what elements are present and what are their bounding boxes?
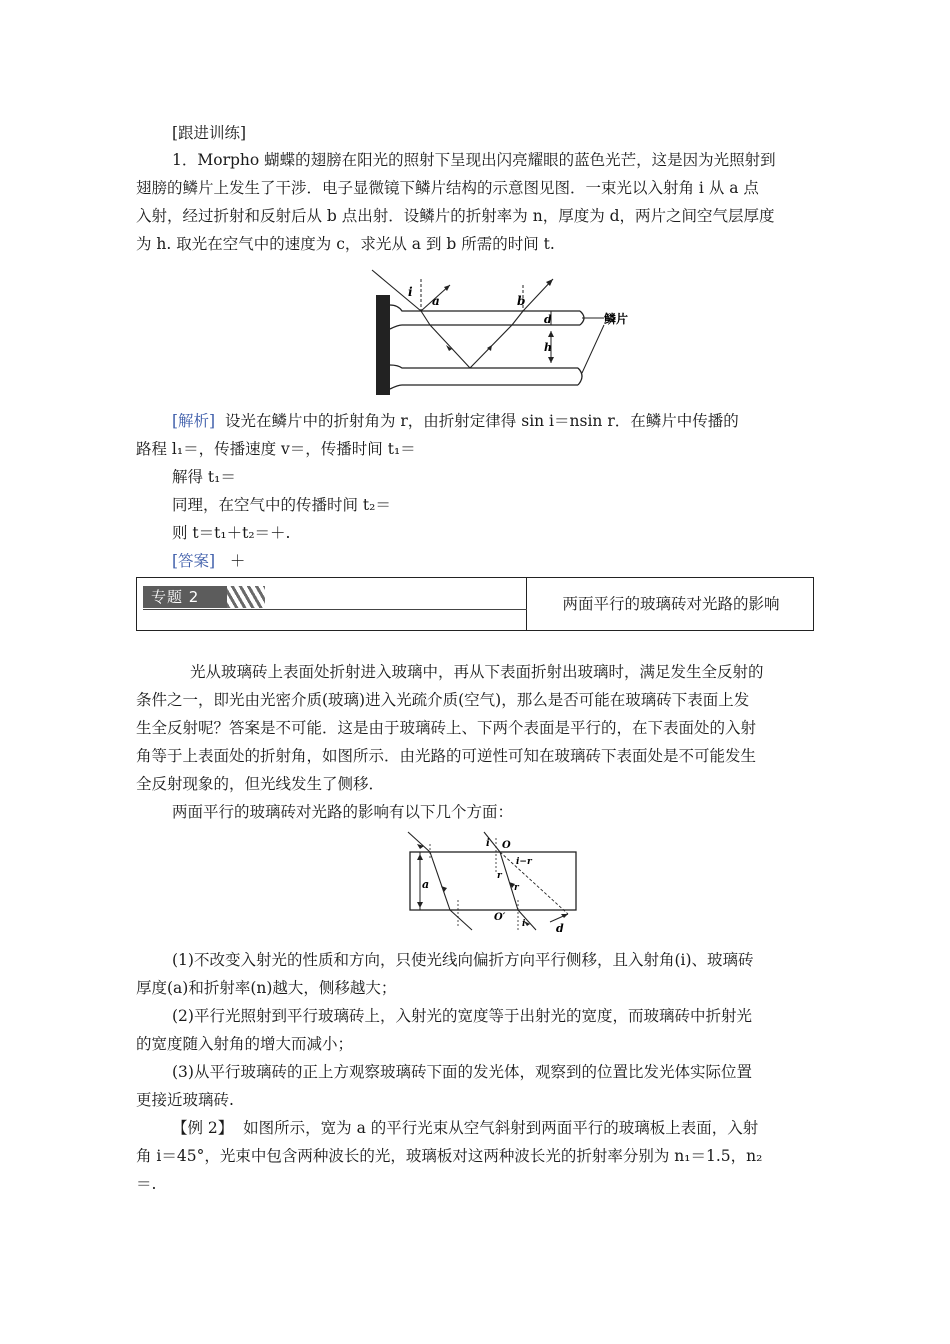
label-scale: 鳞片	[604, 312, 629, 326]
fig2-label-i-bottom: i	[522, 919, 526, 929]
analysis-line1	[172, 411, 739, 431]
glass-slab-diagram	[400, 828, 585, 940]
point2-line2: 的宽度随入射角的增大而减小；	[136, 1035, 354, 1053]
label-i: i	[408, 285, 413, 299]
fig2-label-r2: r	[514, 883, 519, 893]
answer-value: ＋	[229, 552, 246, 570]
lower-scale-top	[390, 365, 578, 368]
point1-line1: (1)不改变入射光的性质和方向，只使光线向偏折方向平行侧移，且入射角(i)、玻璃砖	[172, 951, 754, 969]
arrow-a-bottom	[417, 902, 423, 908]
fig2-label-d: d	[556, 922, 564, 935]
problem1-line3: 入射，经过折射和反射后从 b 点出射．设鳞片的折射率为 n，厚度为 d，两片之间空气层厚度	[136, 207, 775, 225]
arrow-h-top	[548, 331, 554, 337]
body-p2: 两面平行的玻璃砖对光路的影响有以下几个方面：	[172, 803, 514, 821]
point3-line1: (3)从平行玻璃砖的正上方观察玻璃砖下面的发光体，观察到的位置比发光体实际位置	[172, 1063, 752, 1081]
left-emergent	[450, 910, 472, 930]
glass-slab	[410, 852, 576, 910]
body-p1-line3: 生全反射呢？答案是不可能．这是由于玻璃砖上、下两个表面是平行的，在下表面处的入射	[136, 719, 757, 737]
arrow-d	[561, 914, 568, 918]
label-a: a	[432, 294, 440, 308]
label-d: d	[544, 313, 552, 326]
label-h: h	[544, 341, 552, 354]
point1-line2: 厚度(a)和折射率(n)越大，侧移越大；	[136, 979, 397, 997]
section-header: [跟进训练]	[172, 124, 247, 142]
refracted-ray-out	[512, 311, 523, 325]
answer-line	[172, 551, 245, 571]
leader-lower	[582, 325, 604, 373]
refracted-ray-in	[421, 311, 430, 325]
arrow-left-refracted	[441, 886, 447, 892]
lower-scale-end	[578, 368, 582, 385]
label-b: b	[517, 294, 526, 308]
point3-line2: 更接近玻璃砖.	[136, 1091, 234, 1109]
left-incident	[408, 832, 430, 852]
topic-title: 两面平行的玻璃砖对光路的影响	[562, 595, 780, 613]
answer-tag: [答案]	[172, 552, 216, 570]
body-p1-line4: 角等于上表面处的折射角，如图所示．由光路的可逆性可知在玻璃砖下表面处是不可能发生	[136, 747, 757, 765]
example2-tag: 【例 2】	[172, 1119, 234, 1137]
arrow-a-top	[417, 854, 423, 860]
lower-scale-bottom	[390, 385, 578, 389]
problem1-line4: 为 h. 取光在空气中的速度为 c，求光从 a 到 b 所需的时间 t.	[136, 235, 555, 253]
analysis-text1: 设光在鳞片中的折射角为 r，由折射定律得 sin i＝nsin r．在鳞片中传播的	[224, 412, 739, 430]
air-ray-down	[430, 325, 470, 368]
fig2-label-O-prime: O′	[494, 912, 506, 923]
analysis-line4: 同理，在空气中的传播时间 t₂＝	[172, 496, 391, 514]
upper-scale-top	[390, 305, 580, 311]
problem1-line1: 1．Morpho 蝴蝶的翅膀在阳光的照射下呈现出闪亮耀眼的蓝色光芒，这是因为光照射到	[172, 151, 776, 169]
left-refracted	[430, 852, 450, 910]
problem1-line2: 翅膀的鳞片上发生了干涉．电子显微镜下鳞片结构的示意图见图．一束光以入射角 i 从 a 点	[136, 179, 759, 197]
body-p1-line5: 全反射现象的，但光线发生了侧移．	[136, 775, 385, 793]
analysis-tag: [解析]	[172, 412, 216, 430]
topic-tag: 专题 2	[143, 586, 227, 608]
fig2-label-O: O	[502, 840, 511, 851]
fig2-label-a: a	[422, 878, 430, 891]
arrow-h-bottom	[548, 357, 554, 363]
body-p1-line1: 光从玻璃砖上表面处折射进入玻璃中，再从下表面折射出玻璃时，满足发生全反射的	[190, 663, 764, 681]
analysis-line5: 则 t＝t₁＋t₂＝＋.	[172, 524, 291, 542]
right-emergent	[518, 910, 536, 930]
scale-structure-diagram	[360, 265, 640, 400]
example2-text1: 如图所示，宽为 a 的平行光束从空气斜射到两面平行的玻璃板上表面，入射	[243, 1119, 759, 1137]
fig2-label-r1: r	[497, 871, 502, 881]
topic-rule	[143, 609, 527, 610]
example2-line1	[172, 1118, 758, 1138]
wall-bar	[376, 295, 390, 395]
analysis-line2: 路程 l₁＝，传播速度 v＝，传播时间 t₁＝	[136, 440, 416, 458]
point2-line1: (2)平行光照射到平行玻璃砖上，入射光的宽度等于出射光的宽度，而玻璃砖中折射光	[172, 1007, 752, 1025]
example2-line2: 角 i＝45°，光束中包含两种波长的光，玻璃板对这两种波长光的折射率分别为 n₁＝1.5，n₂	[136, 1147, 763, 1165]
body-p1-line2: 条件之一，即光由光密介质(玻璃)进入光疏介质(空气)，那么是否可能在玻璃砖下表面上发	[136, 691, 750, 709]
topic-banner	[136, 577, 814, 631]
topic-tag-stripes	[227, 586, 265, 608]
fig2-label-i-top: i	[486, 838, 490, 849]
topic-banner-left	[137, 578, 527, 630]
analysis-line3: 解得 t₁＝	[172, 468, 236, 486]
fig2-label-i-minus-r: i−r	[516, 857, 532, 867]
example2-line3: ＝.	[136, 1175, 157, 1193]
arrow-left-incident	[417, 844, 424, 849]
